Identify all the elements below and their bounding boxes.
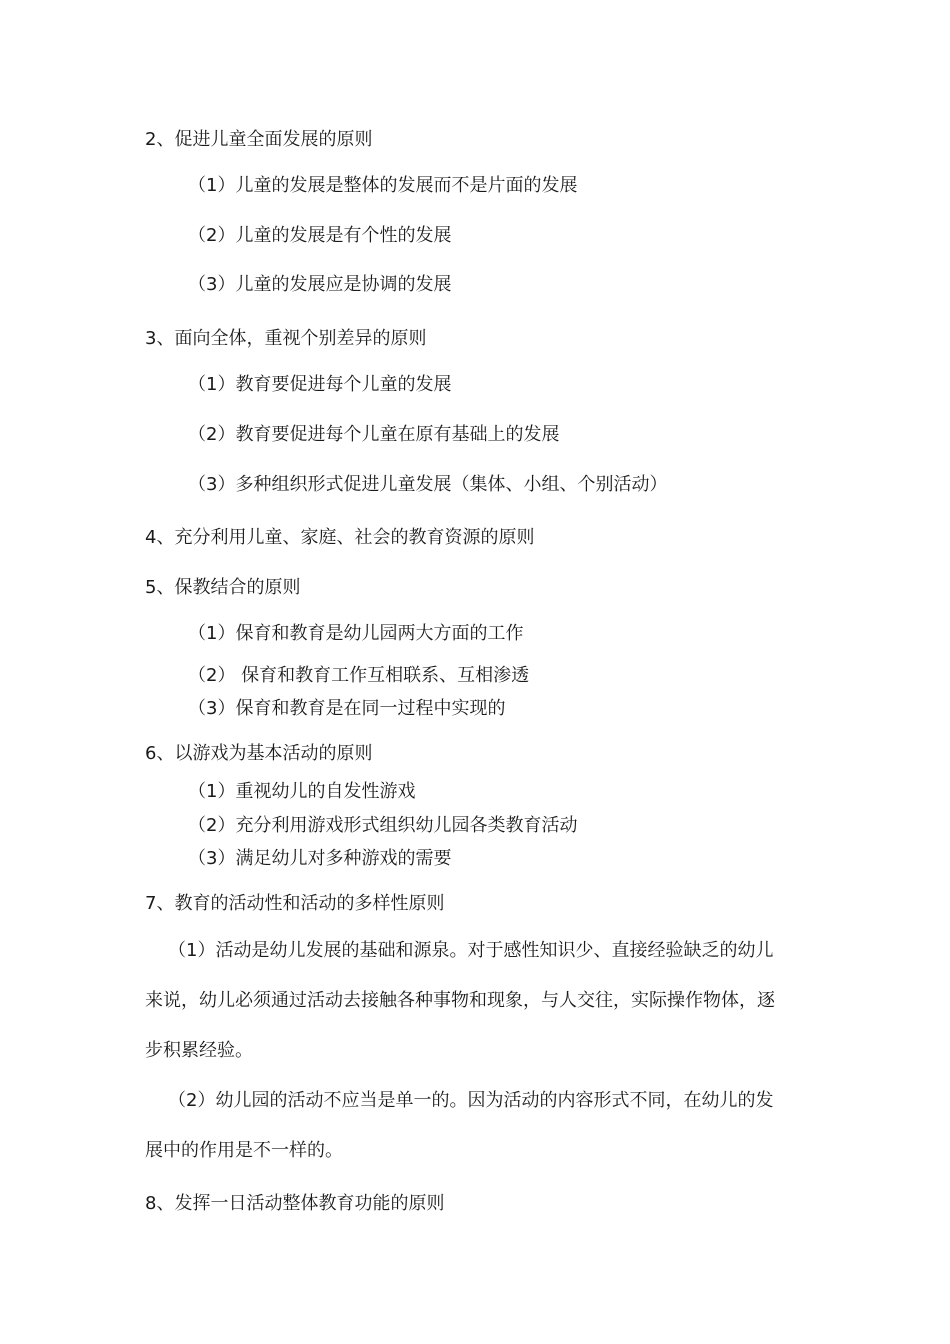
list-item: （3）满足幼儿对多种游戏的需要 [188,848,452,869]
paragraph-line: 步积累经验。 [145,1040,253,1061]
list-item: （2） 保育和教育工作互相联系、互相渗透 [188,665,530,686]
section-heading: 3、面向全体，重视个别差异的原则 [145,328,427,349]
section-heading: 7、教育的活动性和活动的多样性原则 [145,893,445,914]
paragraph-line: 来说，幼儿必须通过活动去接触各种事物和现象，与人交往，实际操作物体，逐 [145,990,775,1011]
section-heading: 6、以游戏为基本活动的原则 [145,743,373,764]
section-heading: 2、促进儿童全面发展的原则 [145,129,373,150]
paragraph-line: （1）活动是幼儿发展的基础和源泉。对于感性知识少、直接经验缺乏的幼儿 [168,940,774,961]
list-item: （3）儿童的发展应是协调的发展 [188,274,452,295]
list-item: （3）多种组织形式促进儿童发展（集体、小组、个别活动） [188,474,668,495]
list-item: （2）儿童的发展是有个性的发展 [188,225,452,246]
section-heading: 5、保教结合的原则 [145,577,301,598]
paragraph-line: （2）幼儿园的活动不应当是单一的。因为活动的内容形式不同，在幼儿的发 [168,1090,774,1111]
paragraph-line: 展中的作用是不一样的。 [145,1140,343,1161]
list-item: （2）充分利用游戏形式组织幼儿园各类教育活动 [188,815,578,836]
list-item: （2）教育要促进每个儿童在原有基础上的发展 [188,424,560,445]
list-item: （3）保育和教育是在同一过程中实现的 [188,698,506,719]
section-heading: 8、发挥一日活动整体教育功能的原则 [145,1193,445,1214]
list-item: （1）教育要促进每个儿童的发展 [188,374,452,395]
section-heading: 4、充分利用儿童、家庭、社会的教育资源的原则 [145,527,535,548]
list-item: （1）重视幼儿的自发性游戏 [188,781,416,802]
list-item: （1）保育和教育是幼儿园两大方面的工作 [188,623,524,644]
list-item: （1）儿童的发展是整体的发展而不是片面的发展 [188,175,578,196]
